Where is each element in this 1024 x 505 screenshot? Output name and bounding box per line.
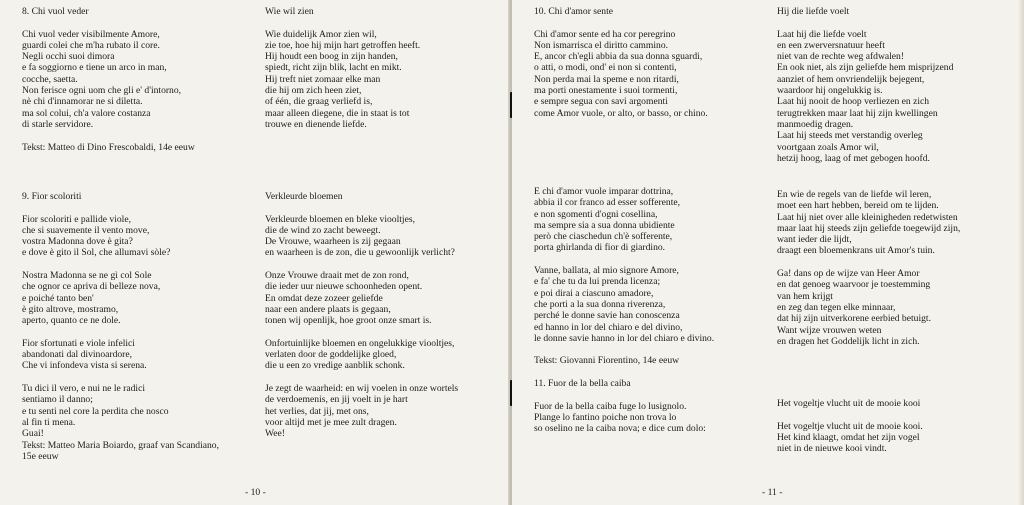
text-line: en dat genoeg waarvoor je toestemming: [777, 279, 931, 291]
text-line: De Vrouwe, waarheen is zij gegaan: [265, 236, 401, 248]
text-line: [777, 17, 953, 28]
text-line: ma porti onestamente i suoi tormenti,: [534, 85, 678, 97]
text-line: e dove è gito il Sol, che allumavi sòle?: [22, 247, 171, 259]
text-line: en zeg dan tegen elke minnaar,: [777, 301, 896, 313]
text-line: die ieder uur nieuwe schoonheden opent.: [265, 281, 423, 293]
text-line: die hij om zich heen ziet,: [265, 85, 362, 97]
song-10-11-italian: [534, 186, 714, 435]
text-line: [265, 202, 458, 213]
text-line: Verkleurde bloemen: [265, 191, 343, 202]
text-line: Vanne, ballata, al mio signore Amore,: [534, 265, 679, 277]
text-line: Fior sfortunati e viole infelici: [22, 337, 135, 349]
text-line: è gito altrove, mostramo,: [22, 303, 119, 315]
text-line: [22, 372, 219, 383]
text-line: ma sol colui, ch'a valore costanza: [22, 107, 151, 119]
text-line: het verlies, dat jij, met ons,: [265, 405, 369, 417]
song-10-dutch: [777, 6, 953, 164]
text-line: Hij houdt een boog in zijn handen,: [265, 51, 398, 63]
text-line: perché le donne savie han conoscenza: [534, 310, 680, 322]
text-line: so oselino ne la caiba nova; e dice cum dolo:: [534, 423, 706, 435]
text-line: Laat hij niet over alle kleinigheden redetwisten: [777, 211, 958, 223]
text-line: però che ciaschedun ch'è sofferente,: [534, 231, 673, 243]
text-line: moet een hart hebben, bereid om te lijden.: [777, 200, 939, 212]
text-line: van hem krijgt: [777, 290, 833, 302]
text-line: e non sgomenti d'ogni cosellina,: [534, 208, 658, 220]
page-11: [512, 0, 1024, 505]
text-line: draagt een bloemenkrans uit Amor's tuin.: [777, 245, 935, 257]
song-10-dutch-continued: [777, 189, 960, 347]
song-8-italian: [22, 6, 195, 153]
text-line: [534, 367, 714, 378]
text-line: die u een zo vredige aanblik schonk.: [265, 360, 405, 372]
text-line: aanziet of hem onvriendelijk bejegent,: [777, 73, 925, 85]
text-line: o atti, o modi, ond' ei non si contenti,: [534, 62, 677, 74]
text-line: zie toe, hoe hij mijn hart getroffen heeft.: [265, 39, 421, 51]
text-line: Chi vuol veder visibilmente Amore,: [22, 28, 160, 40]
text-line: che porti a la sua donna riverenza,: [534, 298, 666, 310]
text-line: come Amor vuole, or alto, or basso, or chino.: [534, 107, 708, 119]
text-line: hetzij hoog, laag of met gebogen hoofd.: [777, 152, 930, 164]
text-line: Hij die liefde voelt: [777, 6, 850, 17]
text-line: en dragen het Goddelijk licht in zich.: [777, 335, 920, 347]
text-line: e tu senti nel core la perdita che nosco: [22, 405, 169, 417]
text-line: En ook niet, als zijn geliefde hem misprijzend: [777, 62, 954, 74]
text-line: [265, 17, 420, 28]
text-line: Fior scoloriti e pallide viole,: [22, 213, 131, 225]
text-line: che si suavemente il vento move,: [22, 224, 150, 236]
text-line: Laat hij steeds met verstandig overleg: [777, 130, 923, 142]
text-line: le donne savie hanno in lor del chiaro e divino.: [534, 332, 715, 344]
text-line: guardi colei che m'ha rubato il core.: [22, 39, 160, 51]
text-line: Plange lo fantino poiche non trova lo: [534, 411, 677, 423]
text-line: Het kind klaagt, omdat het zijn vogel: [777, 431, 920, 443]
text-line: de verdoemenis, en jij voelt in je hart: [265, 394, 408, 406]
text-line: 10. Chi d'amor sente: [534, 6, 613, 17]
song-10-italian: [534, 6, 708, 119]
text-line: Laat hij die liefde voelt: [777, 28, 867, 40]
text-line: Onfortuinlijke bloemen en ongelukkige viooltjes,: [265, 337, 455, 349]
text-line: Onze Vrouwe draait met de zon rond,: [265, 270, 409, 282]
text-line: E chi d'amor vuole imparar dottrina,: [534, 186, 674, 197]
text-line: porta ghirlanda di fior di giardino.: [534, 242, 666, 254]
text-line: [22, 17, 195, 28]
song-11-dutch: [777, 398, 923, 454]
text-line: nè chi d'innamorar ne si diletta.: [22, 96, 143, 108]
text-line: [265, 327, 458, 338]
text-line: Chi d'amor sente ed ha cor peregrino: [534, 28, 676, 40]
text-line: Tekst: Matteo Maria Boiardo, graaf van Scandiano,: [22, 439, 220, 451]
text-line: Che vi infondeva vista si serena.: [22, 360, 147, 372]
text-line: e fa' che tu da lui prenda licenza;: [534, 276, 661, 288]
text-line: [777, 409, 923, 420]
text-line: ed hanno in lor del chiaro e del divino,: [534, 321, 683, 333]
text-line: e poi dirai a ciascuno amadore,: [534, 287, 654, 299]
text-line: Non ferisce ogni uom che gli e' d'intorno,: [22, 85, 182, 97]
page-10: [0, 0, 510, 505]
text-line: niet van de rechte weg afdwalen!: [777, 51, 905, 63]
text-line: ma sempre sia a sua donna ubidiente: [534, 219, 675, 231]
text-line: manmoedig dragen.: [777, 118, 854, 130]
text-line: spiedt, richt zijn blik, lacht en mikt.: [265, 62, 402, 74]
text-line: maar laat hij steeds zijn geliefde toegewijd zijn,: [777, 222, 961, 234]
text-line: Non perda mai la speme e non ritardi,: [534, 73, 679, 85]
page-number: - 11 -: [762, 487, 783, 498]
text-line: naar een andere plaats is gegaan,: [265, 303, 391, 315]
text-line: Fuor de la bella caiba fuge lo lusignolo.: [534, 400, 687, 412]
text-line: al fin ti mena.: [22, 416, 76, 428]
text-line: En omdat deze zozeer geliefde: [265, 292, 383, 304]
text-line: [534, 344, 714, 355]
page-number: - 10 -: [245, 487, 266, 498]
text-line: abbia il cor franco ad esser sofferente,: [534, 197, 681, 209]
text-line: dat hij zijn uitverkorene eerbied betuigt.: [777, 313, 931, 325]
text-line: [22, 259, 219, 270]
text-line: e poiché tanto ben': [22, 292, 94, 304]
text-line: Het vogeltje vlucht uit de mooie kooi: [777, 398, 921, 409]
text-line: di starle servidore.: [22, 118, 94, 130]
text-line: [534, 17, 708, 28]
text-line: sentiamo il danno;: [22, 394, 93, 406]
text-line: Non ismarrisca el diritto cammino.: [534, 39, 669, 51]
text-line: Nostra Madonna se ne gì col Sole: [22, 270, 152, 282]
text-line: Negli occhi suoi dimora: [22, 51, 115, 63]
text-line: en een zwerversnatuur heeft: [777, 39, 885, 51]
text-line: tonen wij openlijk, hoe groot onze smart is.: [265, 315, 432, 327]
text-line: maar alleen diegene, die in staat is tot: [265, 107, 410, 119]
text-line: [22, 130, 195, 141]
page-edge: [1018, 0, 1024, 505]
text-line: abandonati dal divinoardore,: [22, 349, 133, 361]
text-line: niet in de nieuwe kooi vindt.: [777, 443, 887, 455]
text-line: e sempre segua con savi argomenti: [534, 96, 668, 108]
text-line: Laat hij nooit de hoop verliezen en zich: [777, 96, 930, 108]
text-line: waardoor hij ongelukkig is.: [777, 85, 883, 97]
text-line: voor altijd met je mee zult dragen.: [265, 416, 397, 428]
text-line: die de wind zo zacht beweegt.: [265, 224, 381, 236]
song-9-italian: [22, 191, 219, 462]
text-line: 8. Chi vuol veder: [22, 6, 89, 17]
text-line: cocche, saetta.: [22, 73, 78, 85]
song-9-dutch: [265, 191, 458, 440]
text-line: want ieder die lijdt,: [777, 234, 852, 246]
text-line: e fa soggiorno e tiene un arco in man,: [22, 62, 167, 74]
text-line: aperto, quanto ce ne dole.: [22, 315, 121, 327]
text-line: Hij treft niet zomaar elke man: [265, 73, 381, 85]
text-line: trouwe en dienende liefde.: [265, 118, 367, 130]
text-line: Ga! dans op de wijze van Heer Amor: [777, 268, 920, 280]
text-line: 15e eeuw: [22, 450, 59, 462]
text-line: [22, 327, 219, 338]
text-line: Guai!: [22, 428, 44, 440]
text-line: en waarheen is de zon, die u gewoonlijk verlicht?: [265, 247, 455, 259]
text-line: Wee!: [265, 428, 285, 440]
text-line: Verkleurde bloemen en bleke viooltjes,: [265, 213, 415, 225]
text-line: Wie duidelijk Amor zien wil,: [265, 28, 377, 40]
text-line: Het vogeltje vlucht uit de mooie kooi.: [777, 420, 923, 432]
text-line: [22, 202, 219, 213]
text-line: Tekst: Matteo di Dino Frescobaldi, 14e eeuw: [22, 141, 195, 153]
text-line: voortgaan zoals Amor wil,: [777, 141, 879, 153]
text-line: che ognor ce apriva di belleze nova,: [22, 281, 161, 293]
text-line: 11. Fuor de la bella caiba: [534, 378, 631, 390]
text-line: 9. Fior scoloriti: [22, 191, 82, 202]
text-line: vostra Madonna dove è gita?: [22, 236, 133, 248]
text-line: En wie de regels van de liefde wil leren,: [777, 189, 932, 200]
text-line: Je zegt de waarheid: en wij voelen in onze wortels: [265, 383, 459, 395]
text-line: terugtrekken maar laat hij zijn kwellingen: [777, 107, 938, 119]
text-line: of één, die graag verliefd is,: [265, 96, 373, 108]
text-line: [534, 389, 714, 400]
text-line: Tu dici il vero, e nui ne le radici: [22, 383, 146, 395]
text-line: [265, 372, 458, 383]
text-line: Tekst: Giovanni Fiorentino, 14e eeuw: [534, 355, 680, 367]
text-line: [534, 254, 714, 265]
text-line: E, ancor ch'egli abbia da sua donna sguardi,: [534, 51, 703, 63]
text-line: Want wijze vrouwen weten: [777, 324, 882, 336]
text-line: Wie wil zien: [265, 6, 314, 17]
song-8-dutch: [265, 6, 420, 130]
text-line: verlaten door de goddelijke gloed,: [265, 349, 397, 361]
text-line: [777, 257, 960, 268]
text-line: [265, 259, 458, 270]
